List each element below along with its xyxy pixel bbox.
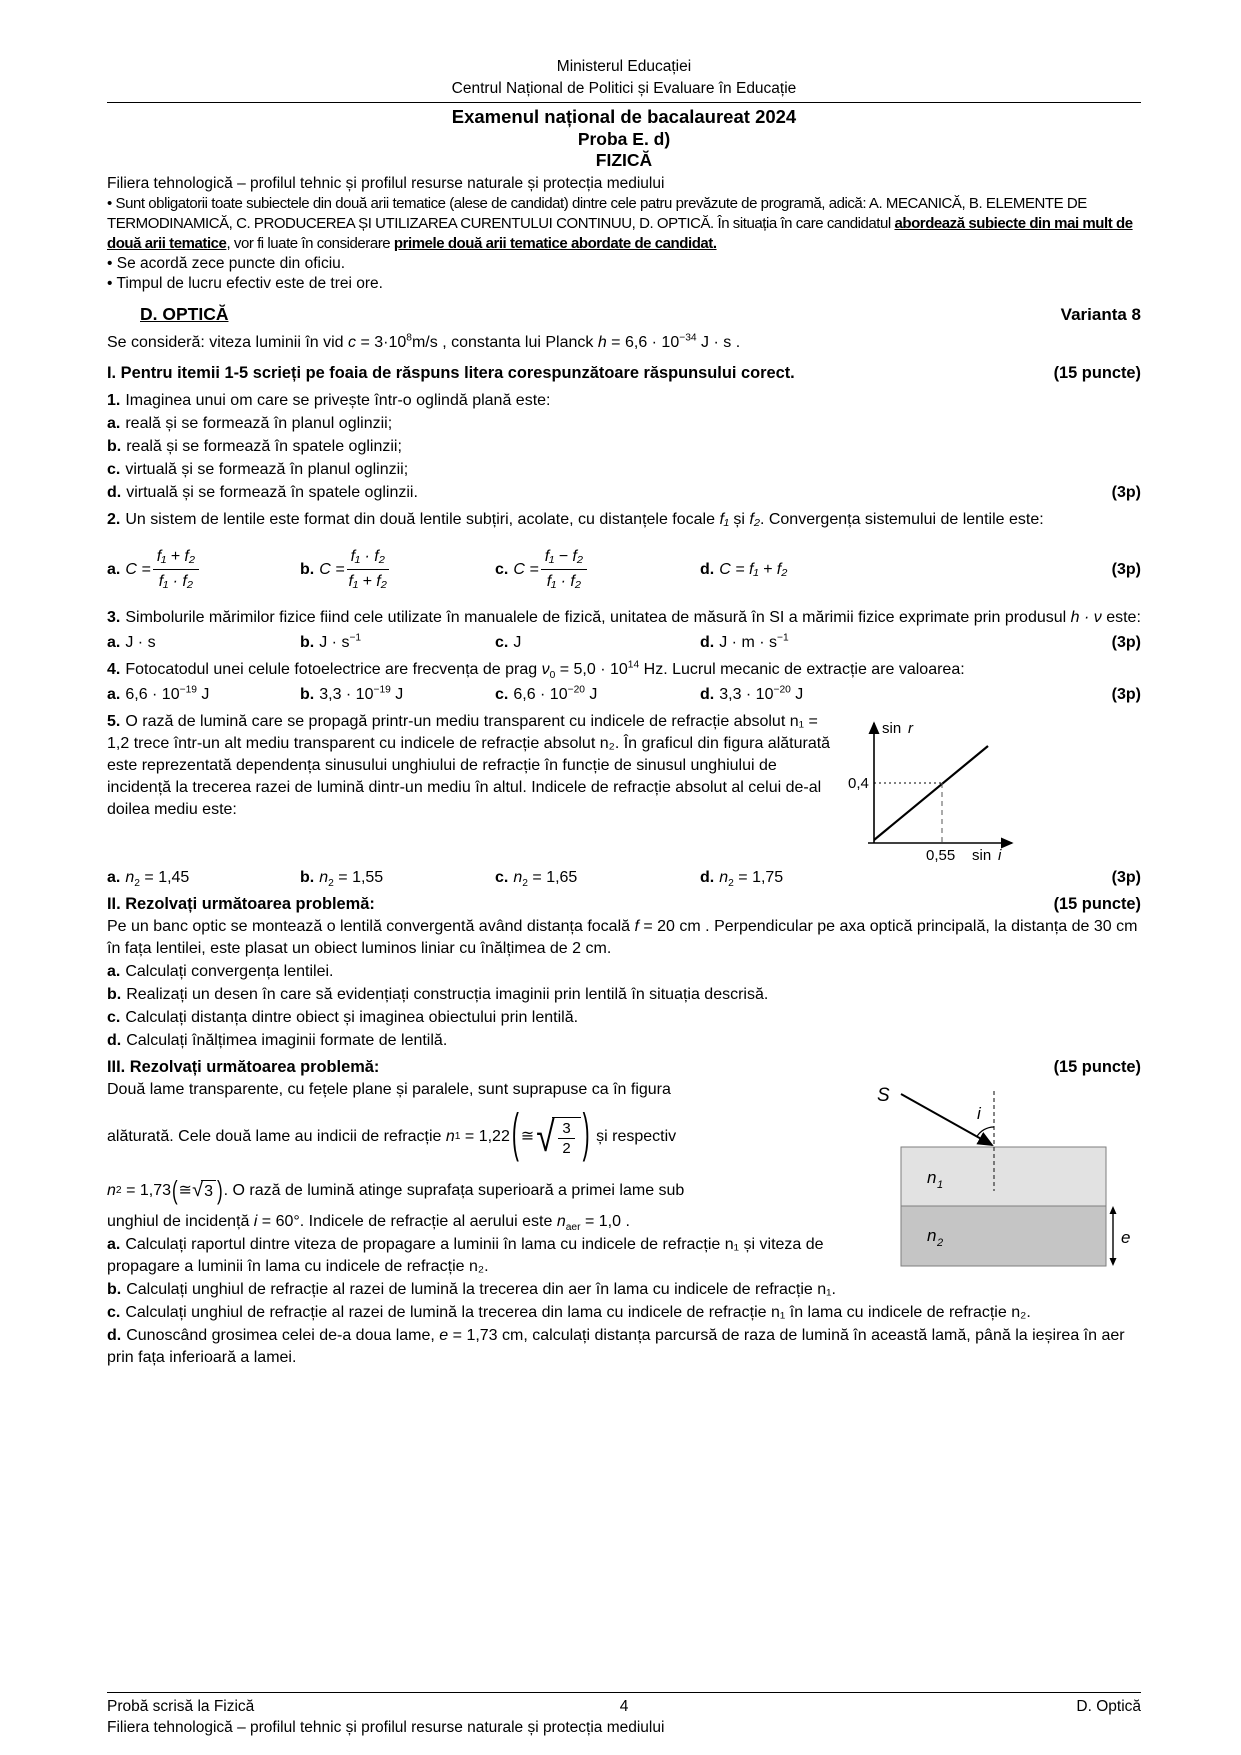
q2-option-b bbox=[300, 546, 495, 593]
p3-d-post: calculați distanța parcursă de raza de lumină în această lamă, până la ieșirea în aer prin fața inferioară a lamei. bbox=[107, 1327, 1125, 1367]
p3-c-label: c. bbox=[107, 1304, 121, 1322]
graph-xtick-label: 0,55 bbox=[926, 846, 956, 864]
q3-stem-pre: Simbolurile mărimilor fizice fiind cele utilizate în manualele de fizică, unitatea de măsură în SI a mărimii fizice exprimate prin produsul bbox=[125, 608, 1071, 626]
q4-c-unit: J bbox=[584, 685, 598, 703]
q4-exp: 14 bbox=[627, 659, 640, 671]
q1-option-c bbox=[107, 459, 1141, 481]
part3-heading: III. Rezolvați următoarea problemă: bbox=[107, 1058, 380, 1077]
q2-c-fraction bbox=[541, 546, 587, 593]
p3-l3-nval: = 1,73 bbox=[121, 1181, 171, 1199]
part3-item-d bbox=[107, 1325, 1141, 1369]
sqrt-three-halves bbox=[534, 1112, 580, 1160]
q2-a-label: a. bbox=[107, 560, 121, 578]
p2-a-label: a. bbox=[107, 962, 121, 980]
q3-option-a bbox=[107, 632, 300, 654]
q2-b-lhs: C = bbox=[319, 560, 345, 578]
q5-a-val: = 1,45 bbox=[139, 868, 190, 886]
q3-d-text: J · m · s bbox=[719, 633, 777, 651]
q3-b-exp: −1 bbox=[349, 632, 362, 644]
part1-points: (15 puncte) bbox=[1053, 364, 1141, 383]
question-5 bbox=[107, 711, 1141, 889]
q1-d-label: d. bbox=[107, 484, 122, 502]
part3-item-c bbox=[107, 1302, 1141, 1324]
constants-pre: Se consideră: viteza luminii în vid bbox=[107, 334, 348, 352]
part2-points: (15 puncte) bbox=[1053, 894, 1141, 913]
q5-option-d bbox=[700, 867, 783, 889]
q2-c-num: f₁ − f₂ bbox=[541, 546, 587, 570]
q5-d-var: n bbox=[719, 868, 729, 886]
q1-stem: Imaginea unui om care se privește într-o oglindă plană este: bbox=[125, 392, 551, 410]
part3-points: (15 puncte) bbox=[1053, 1058, 1141, 1077]
p3-l2-nval: = 1,22 bbox=[460, 1127, 510, 1145]
p3-l3-nvar: n bbox=[107, 1181, 116, 1199]
three-halves-fraction bbox=[558, 1120, 574, 1158]
part1-heading: I. Pentru itemii 1-5 scrieți pe foaia de răspuns litera corespunzătoare răspunsului corect. bbox=[107, 364, 795, 383]
q5-c-sub: 2 bbox=[522, 878, 528, 890]
q5-graph-figure bbox=[846, 713, 1141, 865]
frac-den: 2 bbox=[562, 1139, 571, 1157]
radical-sign: √ bbox=[536, 1112, 556, 1160]
constants-line bbox=[107, 332, 1141, 354]
p3-l2-post: și respectiv bbox=[591, 1127, 677, 1145]
p2-b-label: b. bbox=[107, 985, 122, 1003]
q5-a-label: a. bbox=[107, 868, 121, 886]
question-2 bbox=[107, 509, 1141, 601]
close-paren-2: ) bbox=[216, 1175, 223, 1206]
q1-a-label: a. bbox=[107, 415, 121, 433]
q5-option-a bbox=[107, 867, 300, 889]
footer-left: Probă scrisă la Fizică bbox=[107, 1698, 255, 1715]
q4-d-exp: −20 bbox=[773, 684, 791, 696]
q4-option-c bbox=[495, 684, 700, 706]
h-exp: −34 bbox=[679, 333, 697, 345]
q2-f1: f₁ bbox=[719, 511, 729, 529]
q4-d-unit: J bbox=[790, 685, 804, 703]
q4-b-coef: 3,3 · 10 bbox=[319, 685, 374, 703]
part2-body-pre: Pe un banc optic se montează o lentilă convergentă având distanța focală bbox=[107, 917, 635, 935]
q5-d-label: d. bbox=[700, 868, 715, 886]
q4-b-label: b. bbox=[300, 685, 315, 703]
q2-b-den: f₁ + f₂ bbox=[348, 573, 387, 591]
open-paren-2: ( bbox=[172, 1175, 178, 1206]
q3-option-b bbox=[300, 632, 495, 654]
q4-text bbox=[107, 659, 1141, 681]
graph-ytick-label: 0,4 bbox=[848, 774, 869, 792]
q2-points: (3p) bbox=[1111, 560, 1141, 578]
var-c: c bbox=[348, 334, 356, 352]
q4-a-label: a. bbox=[107, 685, 121, 703]
q4-c-label: c. bbox=[495, 685, 509, 703]
p3-l4-nair-sub: aer bbox=[565, 1221, 581, 1233]
center-name: Centrul Național de Politici și Evaluare în Educație bbox=[451, 79, 797, 97]
q2-a-den: f₁ · f₂ bbox=[158, 573, 193, 591]
thickness-arrow-top bbox=[1110, 1206, 1117, 1214]
q3-c-text: J bbox=[513, 633, 522, 651]
p3-d-eval: = 1,73 cm, bbox=[448, 1327, 528, 1345]
q1-b-text: reală și se formează în spatele oglinzii; bbox=[126, 438, 402, 456]
p3-d-evar: e bbox=[439, 1327, 449, 1345]
q2-f2: f₂ bbox=[749, 511, 760, 529]
q4-a-coef: 6,6 · 10 bbox=[125, 685, 180, 703]
q2-d-rhs: f₁ + f₂ bbox=[749, 560, 788, 578]
h-eq: = 6,6 · 10 bbox=[606, 334, 680, 352]
part2-fvar: f bbox=[634, 917, 639, 935]
title-block bbox=[107, 105, 1141, 170]
part2-item-d bbox=[107, 1030, 1141, 1052]
question-3 bbox=[107, 607, 1141, 654]
section-head-row bbox=[107, 302, 1141, 326]
incidence-angle-arc bbox=[977, 1127, 994, 1137]
q3-options-row bbox=[107, 632, 1141, 654]
q5-b-sub: 2 bbox=[328, 878, 334, 890]
p2-b-text: Realizați un desen în care să evidențiați construcția imaginii prin lentilă în situația descrisă. bbox=[126, 985, 769, 1003]
q5-c-label: c. bbox=[495, 868, 509, 886]
q1-c-label: c. bbox=[107, 461, 121, 479]
approx-sign-2: ≅ bbox=[178, 1181, 193, 1199]
q5-stem: O rază de lumină care se propagă printr-un mediu transparent cu indicele de refracție absolut n₁ = 1,2 trece într-un alt mediu transparent cu indicele de refracție absolut n₂. În graficul din figura alăturată este reprezentată dependența sinusului unghiului de refracție în funcție de sinusul unghiului de incidență la trecerea razei de lumină dintr-un mediu în altul. Indicele de refracție absolut al celui de-al doilea mediu este: bbox=[107, 712, 831, 819]
q1-points: (3p) bbox=[1111, 484, 1141, 502]
p3-l2-pre: alăturată. Cele două lame au indicii de refracție bbox=[107, 1127, 446, 1145]
p2-d-text: Calculați înălțimea imaginii formate de lentilă. bbox=[126, 1031, 448, 1049]
part3-heading-row bbox=[107, 1056, 1141, 1079]
q3-a-text: J · s bbox=[125, 633, 156, 651]
q4-d-coef: 3,3 · 10 bbox=[719, 685, 774, 703]
q3-number: 3. bbox=[107, 608, 121, 626]
p2-c-text: Calculați distanța dintre obiect și imaginea obiectului prin lentilă. bbox=[125, 1008, 579, 1026]
q3-b-text: J · s bbox=[319, 633, 350, 651]
p2-d-label: d. bbox=[107, 1031, 122, 1049]
p3-l3-post: . O rază de lumină atinge suprafața superioară a primei lame sub bbox=[223, 1181, 685, 1199]
q4-d-label: d. bbox=[700, 685, 715, 703]
slabs-diagram bbox=[871, 1081, 1141, 1281]
part2-item-c bbox=[107, 1007, 1141, 1029]
q5-points: (3p) bbox=[1111, 868, 1141, 886]
p3-l4-ival: = 60° bbox=[257, 1212, 300, 1230]
q2-d-label: d. bbox=[700, 560, 715, 578]
q2-a-fraction bbox=[153, 546, 199, 593]
h-unit: J · s . bbox=[696, 334, 741, 352]
p3-a-label: a. bbox=[107, 1235, 121, 1253]
part2-fval: = 20 cm bbox=[638, 917, 701, 935]
p3-d-label: d. bbox=[107, 1327, 122, 1345]
part3-line-2: alăturată. Cele două lame au indicii de refracție n 1 = 1,22 ( ≅ √ $\frac{3}{2}$ ) și respectiv bbox=[107, 1105, 859, 1169]
slab1-label: n bbox=[927, 1167, 937, 1187]
footer-row bbox=[107, 1696, 1141, 1717]
q5-options-row bbox=[107, 867, 1141, 889]
footer-page-number: 4 bbox=[619, 1698, 629, 1715]
ministry-name: Ministerul Educației bbox=[556, 58, 692, 75]
q4-a-exp: −19 bbox=[179, 684, 197, 696]
part3-body bbox=[107, 1079, 1141, 1370]
q2-a-num: f₁ + f₂ bbox=[153, 546, 199, 570]
footer-divider bbox=[107, 1692, 1141, 1693]
q3-stem-post: este: bbox=[1101, 608, 1141, 626]
q4-b-unit: J bbox=[390, 685, 404, 703]
q3-expr: h · ν bbox=[1070, 608, 1102, 626]
intro-bullet-3: • Timpul de lucru efectiv este de trei ore. bbox=[107, 275, 383, 293]
header-divider bbox=[107, 102, 1141, 103]
q4-c-coef: 6,6 · 10 bbox=[513, 685, 568, 703]
source-label: S bbox=[877, 1084, 890, 1106]
bullet1-mid: , vor fi luate în considerare bbox=[226, 234, 394, 252]
q4-options-row bbox=[107, 684, 1141, 706]
q4-number: 4. bbox=[107, 660, 121, 678]
slab1-label-sub: 1 bbox=[937, 1178, 944, 1191]
p3-l4-ivar: i bbox=[253, 1212, 258, 1230]
q2-options-row bbox=[107, 538, 1141, 602]
bullet1-pre: • Sunt obligatorii toate subiectele din două arii tematice (alese de candidat) dintre cele patru prevăzute de programă, adică: A. MECANICĂ, B. ELEMENTE DE TERMODINAMICĂ, C. PRODUCEREA ȘI UTILIZAREA CURENTULUI CONTINUU, D. OPTICĂ. În situația în care candidatul bbox=[107, 194, 1087, 232]
filiera-line: Filiera tehnologică – profilul tehnic și profilul resurse naturale și protecția mediului bbox=[107, 174, 665, 192]
q2-option-a bbox=[107, 546, 300, 593]
variant-label: Varianta 8 bbox=[1060, 304, 1141, 324]
radicand-2: 3 bbox=[201, 1180, 216, 1201]
q1-d-text: virtuală și se formează în spatele oglinzii. bbox=[126, 484, 418, 502]
q5-a-var: n bbox=[125, 868, 135, 886]
q1-text bbox=[107, 390, 1141, 412]
q4-option-d bbox=[700, 684, 803, 706]
part2-heading-row bbox=[107, 893, 1141, 916]
p2-c-label: c. bbox=[107, 1008, 121, 1026]
q4-points: (3p) bbox=[1111, 685, 1141, 703]
graph-ylabel: sin bbox=[882, 719, 902, 737]
part1-heading-row bbox=[107, 362, 1141, 385]
q2-stem-pre: Un sistem de lentile este format din două lentile subțiri, acolate, cu distanțele focale bbox=[125, 511, 720, 529]
q5-a-sub: 2 bbox=[134, 878, 140, 890]
q2-text bbox=[107, 509, 1141, 531]
q1-a-text: reală și se formează în planul oglinzii; bbox=[125, 415, 393, 433]
q3-d-exp: −1 bbox=[776, 632, 789, 644]
q2-option-d bbox=[700, 559, 787, 581]
q5-d-sub: 2 bbox=[728, 878, 734, 890]
q4-b-exp: −19 bbox=[373, 684, 391, 696]
c-exp: 8 bbox=[406, 333, 412, 345]
bullet1-underline-2: primele două arii tematice abordate de candidat. bbox=[393, 234, 717, 252]
p3-a-text: Calculați raportul dintre viteza de propagare a luminii în lama cu indicele de refracție n₁ și viteza de propagare a luminii în lama cu indicele de refracție n₂. bbox=[107, 1235, 824, 1275]
q3-option-c bbox=[495, 632, 700, 654]
q3-a-label: a. bbox=[107, 633, 121, 651]
part2-item-b bbox=[107, 984, 1141, 1006]
exam-proba: Proba E. d) bbox=[577, 128, 671, 149]
q5-b-var: n bbox=[319, 868, 329, 886]
q4-stem-pre: Fotocatodul unei celule fotoelectrice are frecvența de prag bbox=[125, 660, 542, 678]
q2-c-label: c. bbox=[495, 560, 509, 578]
p3-l4-pre: unghiul de incidență bbox=[107, 1212, 254, 1230]
intro-bullet-2: • Se acordă zece puncte din oficiu. bbox=[107, 254, 346, 272]
q4-nu: ν bbox=[541, 660, 550, 678]
question-1 bbox=[107, 390, 1141, 504]
sine-graph bbox=[846, 713, 1026, 865]
graph-xlabel: sin bbox=[972, 846, 992, 864]
q1-b-label: b. bbox=[107, 438, 122, 456]
q4-c-exp: −20 bbox=[567, 684, 585, 696]
q2-c-lhs: C = bbox=[513, 560, 539, 578]
intro-bullet-1 bbox=[107, 194, 1141, 254]
thickness-arrow-bottom bbox=[1110, 1258, 1117, 1266]
radicand bbox=[552, 1117, 580, 1158]
q2-c-den: f₁ · f₂ bbox=[546, 573, 581, 591]
q5-number: 5. bbox=[107, 712, 121, 730]
p3-c-text: Calculați unghiul de refracție al razei de lumină la trecerea din lama cu indicele de refracție n₁ în lama cu indicele de refracție n₂. bbox=[125, 1304, 1031, 1322]
p3-d-pre: Cunoscând grosimea celei de-a doua lame, bbox=[126, 1327, 440, 1345]
frac-num: 3 bbox=[558, 1120, 574, 1139]
bullet1-underline-1: abordează subiecte din mai mult de două arii tematice bbox=[107, 214, 1133, 252]
q5-b-val: = 1,55 bbox=[333, 868, 384, 886]
q3-option-d bbox=[700, 632, 789, 654]
q2-a-lhs: C = bbox=[125, 560, 151, 578]
slabs-figure bbox=[871, 1081, 1141, 1281]
q2-d-lhs: C = bbox=[719, 560, 745, 578]
q2-number: 2. bbox=[107, 511, 121, 529]
var-h: h bbox=[597, 334, 607, 352]
q2-b-fraction bbox=[347, 546, 389, 593]
q2-b-label: b. bbox=[300, 560, 315, 578]
q4-a-unit: J bbox=[196, 685, 210, 703]
q3-text bbox=[107, 607, 1141, 629]
part3-line-1: Două lame transparente, cu fețele plane și paralele, sunt suprapuse ca în figura bbox=[107, 1080, 671, 1098]
q4-option-a bbox=[107, 684, 300, 706]
p3-l2-nvar: n bbox=[445, 1127, 455, 1145]
graph-data-line bbox=[874, 746, 988, 840]
exam-title: Examenul național de bacalaureat 2024 bbox=[451, 106, 797, 128]
part2-item-a bbox=[107, 961, 1141, 983]
q5-option-b bbox=[300, 867, 495, 889]
slab2-label: n bbox=[927, 1225, 937, 1245]
slab2-label-sub: 2 bbox=[937, 1236, 944, 1249]
q3-b-label: b. bbox=[300, 633, 315, 651]
p2-a-text: Calculați convergența lentilei. bbox=[125, 962, 334, 980]
question-4 bbox=[107, 659, 1141, 706]
q1-option-d bbox=[107, 482, 418, 504]
graph-xlabel-var: i bbox=[998, 846, 1002, 864]
q3-d-label: d. bbox=[700, 633, 715, 651]
footer-right: D. Optică bbox=[1076, 1698, 1142, 1715]
q2-b-num: f₁ · f₂ bbox=[347, 546, 389, 570]
p3-l4-nair-val: = 1,0 . bbox=[580, 1212, 630, 1230]
p3-b-label: b. bbox=[107, 1281, 122, 1298]
part2-heading: II. Rezolvați următoarea problemă: bbox=[107, 894, 375, 913]
footer-line-2: Filiera tehnologică – profilul tehnic și profilul resurse naturale și protecția mediului bbox=[107, 1719, 665, 1737]
q5-c-val: = 1,65 bbox=[527, 868, 578, 886]
p3-l4-mid: . Indicele de refracție al aerului este bbox=[299, 1212, 557, 1230]
c-unit: m/s , bbox=[411, 334, 452, 352]
radical-sign-2: √ bbox=[192, 1179, 204, 1202]
p3-b-text: Calculați unghiul de refracție al razei de lumină la trecerea din aer în lama cu indicele de refracție n₁. bbox=[126, 1281, 836, 1298]
q1-option-d-row bbox=[107, 482, 1141, 504]
q4-mid: = 5,0 · 10 bbox=[555, 660, 628, 678]
page-header bbox=[107, 56, 1141, 99]
part2-body bbox=[107, 916, 1141, 960]
part2-body-post: . Perpendicular pe axa optică principală, la distanța de 30 cm în fața lentilei, este plasat un obiect luminos liniar cu înălțimea de 2 cm. bbox=[107, 917, 1138, 957]
q3-c-label: c. bbox=[495, 633, 509, 651]
q5-option-c bbox=[495, 867, 700, 889]
open-paren: ( bbox=[511, 1105, 519, 1164]
q5-c-var: n bbox=[513, 868, 523, 886]
part3-line-3: n 2 = 1,73 ( ≅ √ 3 ) . O rază de lumină atinge suprafața superioară a primei lame sub bbox=[107, 1171, 859, 1211]
part3-item-b bbox=[107, 1279, 1141, 1301]
section-title: D. OPTICĂ bbox=[140, 303, 229, 324]
q5-d-val: = 1,75 bbox=[733, 868, 784, 886]
q4-nu-sub: 0 bbox=[549, 669, 556, 681]
q3-points: (3p) bbox=[1111, 633, 1141, 651]
close-paren: ) bbox=[582, 1105, 590, 1164]
sqrt-three bbox=[192, 1180, 216, 1201]
q5-b-label: b. bbox=[300, 868, 315, 886]
q1-option-a bbox=[107, 413, 1141, 435]
c-eq: = 3·10 bbox=[356, 334, 407, 352]
graph-ylabel-var: r bbox=[908, 719, 913, 737]
thickness-label: e bbox=[1121, 1227, 1131, 1247]
page-footer bbox=[107, 1692, 1141, 1739]
q4-stem-post: Hz. Lucrul mecanic de extracție are valoarea: bbox=[639, 660, 965, 678]
q1-option-b bbox=[107, 436, 1141, 458]
exam-subject: FIZICĂ bbox=[595, 149, 653, 170]
q1-c-text: virtuală și se formează în planul oglinzii; bbox=[125, 461, 409, 479]
q4-option-b bbox=[300, 684, 495, 706]
q1-number: 1. bbox=[107, 392, 121, 410]
incidence-angle-label: i bbox=[977, 1103, 981, 1123]
q2-si: și bbox=[728, 511, 750, 529]
approx-sign: ≅ bbox=[520, 1127, 535, 1145]
q2-stem-post: . Convergența sistemului de lentile este: bbox=[759, 511, 1044, 529]
q2-option-c bbox=[495, 546, 700, 593]
p3-l4-nair: n bbox=[556, 1212, 566, 1230]
constants-mid: constanta lui Planck bbox=[451, 334, 598, 352]
